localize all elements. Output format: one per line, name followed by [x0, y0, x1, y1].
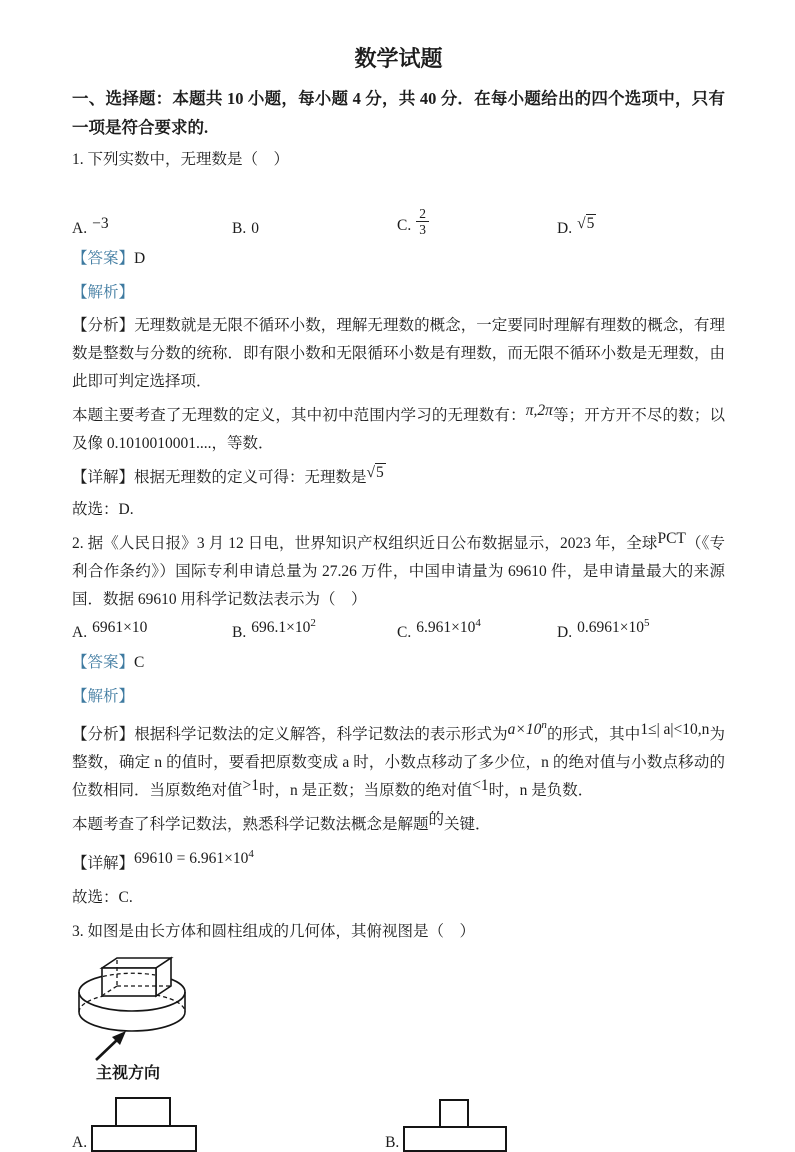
q2-analysis-part3: 为整数，确定 n 的值时，要看把原数变成 a 时，小数点移动了多少位，n 的绝对值与小数点移动的位数相同．当原数绝对值	[72, 726, 725, 800]
q2-analysis-paragraph	[72, 716, 725, 805]
detail-label: 【详解】	[72, 855, 135, 873]
q3-option-a-label: A.	[72, 1134, 88, 1152]
q2-option-b-base: 696.1×10	[251, 619, 311, 637]
q2-option-d-exponent: 5	[643, 617, 650, 629]
q2-option-b-label: B.	[232, 624, 247, 642]
section-1-heading: 一、选择题：本题共 10 小题，每小题 4 分，共 40 分．在每小题给出的四个选项中，只有一项是符合要求的.	[72, 89, 725, 137]
q1-option-b	[232, 220, 397, 238]
q2-option-d-value	[577, 617, 649, 637]
q2-analysis-part1: 根据科学记数法的定义解答，科学记数法的表示形式为	[134, 726, 508, 744]
q1-note-paragraph	[72, 402, 725, 458]
analysis-header-label: 【解析】	[72, 688, 135, 706]
question-2-options	[72, 617, 725, 642]
analysis-label: 【分析】	[72, 726, 135, 744]
q1-option-a-label: A.	[72, 220, 88, 237]
q2-option-c-base: 6.961×10	[416, 619, 476, 637]
greater-than-one-expression: >1	[242, 777, 260, 795]
q1-detail-text: 根据无理数的定义可得：无理数是	[134, 469, 367, 486]
figure-direction-label: 主视方向	[96, 1065, 161, 1083]
expression-base: a×10	[507, 721, 542, 739]
q2-option-c	[397, 617, 557, 642]
q2-option-c-exponent: 4	[475, 617, 481, 629]
q2-conclusion: 故选：C.	[72, 889, 133, 907]
q3-geometry-figure	[74, 952, 725, 1087]
q2-option-a-value: 6961×10	[92, 619, 148, 637]
q2-note-part2: 关键．	[444, 816, 491, 834]
range-inequality-expression: 1≤| a|<10,n	[640, 721, 710, 739]
expression-exponent: n	[541, 719, 547, 732]
q3-option-b-label: B.	[385, 1134, 400, 1152]
q2-option-a	[72, 619, 232, 642]
option-a-bottom-rectangle	[91, 1125, 197, 1152]
analysis-header-label: 【解析】	[72, 284, 135, 301]
q1-option-a-value: −3	[92, 215, 109, 232]
radicand: 5	[376, 464, 384, 481]
equation-exponent: 4	[248, 848, 254, 861]
q1-option-b-label: B.	[232, 220, 247, 237]
view-direction-arrow-shaft	[96, 1039, 118, 1060]
q2-answer-line	[72, 650, 725, 676]
q2-option-d	[557, 617, 725, 642]
q2-option-d-base: 0.6961×10	[577, 619, 644, 637]
question-3-options	[72, 1097, 725, 1152]
q2-answer-value: C	[134, 654, 145, 672]
a-times-10n-expression	[508, 711, 547, 744]
q2-option-c-label: C.	[397, 624, 412, 642]
analysis-label: 【分析】	[72, 317, 135, 334]
sqrt5-expression	[367, 459, 386, 487]
cuboid-front-face	[102, 968, 156, 996]
q3-option-a	[72, 1097, 197, 1152]
q1-option-d	[557, 215, 725, 238]
q1-option-b-value: 0	[251, 220, 259, 237]
fraction-denominator: 3	[419, 222, 426, 238]
question-1-options	[72, 188, 725, 238]
option-b-bottom-rectangle	[403, 1126, 507, 1152]
q2-option-c-value	[416, 617, 481, 637]
answer-label: 【答案】	[72, 250, 135, 267]
option-a-top-rectangle	[115, 1097, 171, 1125]
q2-note-paragraph	[72, 811, 725, 839]
q1-answer-value: D	[134, 250, 146, 267]
q2-analysis-part5: 时，n 是负数．	[488, 782, 594, 800]
pi-math-expression: π,2π	[525, 402, 553, 419]
q2-note-part1: 本题考查了科学记数法，熟悉科学记数法概念是解题	[72, 816, 429, 834]
question-1-text: 1. 下列实数中，无理数是（ ）	[72, 151, 290, 168]
raised-de-character: 的	[428, 811, 445, 829]
q2-option-d-label: D.	[557, 624, 573, 642]
q1-note-part2: 等；开方开不尽的数；以及像 0.1010010001....，等数．	[72, 407, 725, 452]
q1-analysis-header	[72, 280, 725, 306]
q2-text-part2: （《专利合作条约》）国际专利申请总量为 27.26 万件，中国申请量为 69610 件，是申请量最大的来源国．数据 69610 用科学记数法表示为（ ）	[72, 535, 725, 608]
question-3-text: 3. 如图是由长方体和圆柱组成的几何体，其俯视图是（ ）	[72, 923, 476, 941]
detail-label: 【详解】	[72, 469, 135, 486]
q1-note-part1: 本题主要考查了无理数的定义，其中初中范围内学习的无理数有：	[72, 407, 526, 424]
q1-analysis-text: 无理数就是无限不循环小数，理解无理数的概念，一定要同时理解有理数的概念，有理数是整数与分数的统称．即有限小数和无限循环小数是有理数，而无限不循环小数是无理数，由此即可判定选择项．	[72, 317, 725, 390]
q3-option-b	[385, 1099, 507, 1152]
radical-sign: √	[366, 464, 376, 481]
q1-option-c	[397, 206, 557, 238]
q1-option-d-radical	[577, 215, 596, 233]
q2-text-part1: 2. 据《人民日报》3 月 12 日电，世界知识产权组织近日公布数据显示，2023 年，全球	[72, 535, 658, 552]
q1-conclusion: 故选：D.	[72, 501, 134, 518]
pct-abbreviation: PCT	[657, 530, 686, 547]
q2-option-b	[232, 617, 397, 642]
answer-label: 【答案】	[72, 654, 135, 672]
radicand: 5	[586, 215, 595, 232]
q1-option-c-label: C.	[397, 217, 412, 235]
fraction-numerator: 2	[416, 206, 429, 223]
q1-option-c-fraction	[416, 206, 429, 238]
equation-base: 69610 = 6.961×10	[134, 850, 249, 868]
cylinder-bottom-front-arc	[79, 1012, 185, 1031]
q2-analysis-part4: 时，n 是正数；当原数的绝对值	[259, 782, 473, 800]
q1-analysis-paragraph	[72, 312, 725, 396]
q1-detail-paragraph	[72, 464, 725, 492]
q1-option-a	[72, 215, 232, 238]
q2-analysis-header	[72, 684, 725, 710]
q2-analysis-part2: 的形式，其中	[546, 726, 641, 744]
q1-option-d-label: D.	[557, 220, 573, 237]
radical-sign: √	[577, 215, 586, 232]
solid-figure-drawing	[74, 952, 324, 1082]
q3-option-a-shape	[91, 1097, 197, 1152]
q3-option-b-shape	[403, 1099, 507, 1152]
q2-option-b-value	[251, 617, 316, 637]
option-b-top-rectangle	[439, 1099, 469, 1126]
q2-detail-paragraph	[72, 845, 725, 878]
page-title: 数学试题	[354, 46, 443, 71]
scientific-notation-equation	[134, 840, 254, 873]
question-2-text	[72, 530, 725, 614]
q1-answer-line	[72, 246, 725, 272]
less-than-one-expression: <1	[472, 777, 489, 795]
q2-option-a-label: A.	[72, 624, 88, 642]
q2-option-b-exponent: 2	[310, 617, 316, 629]
